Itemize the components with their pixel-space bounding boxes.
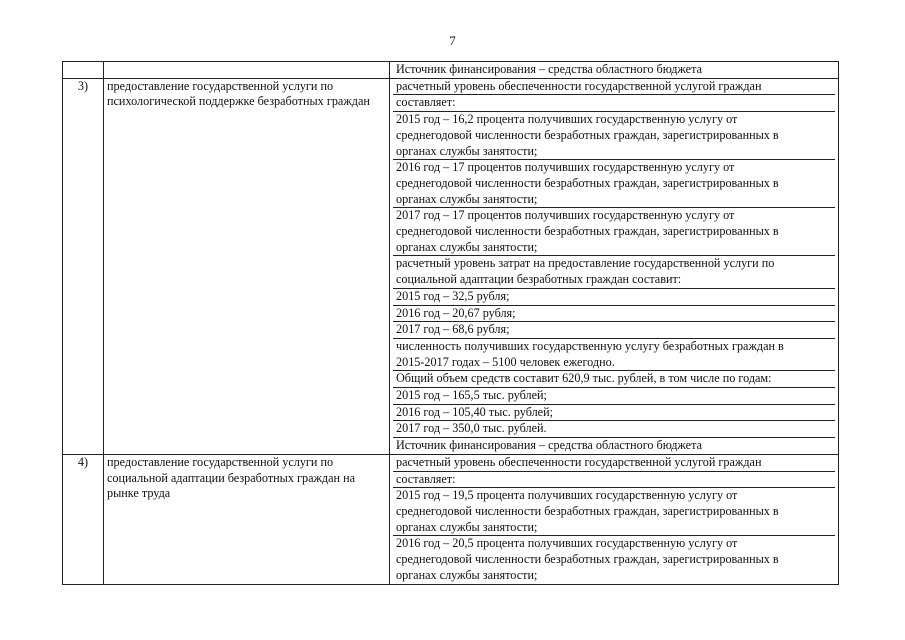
- content-line: среднегодовой численности безработных граждан, зарегистрированных в: [396, 175, 779, 190]
- content-line: составляет:: [393, 94, 835, 111]
- content-line: среднегодовой численности безработных граждан, зарегистрированных в: [396, 224, 779, 239]
- content-line: 2016 год – 105,40 тыс. рублей;: [393, 404, 835, 421]
- row-number: 3): [63, 78, 104, 454]
- content-line: среднегодовой численности безработных граждан, зарегистрированных в: [396, 127, 779, 142]
- content-line: Общий объем средств составит 620,9 тыс. рублей, в том числе по годам:: [393, 370, 835, 387]
- service-name: предоставление государственной услуги по психологической поддержке безработных граждан: [104, 78, 390, 454]
- content-line: Источник финансирования – средства областного бюджета: [393, 437, 835, 454]
- content-line: 2017 год – 68,6 рубля;: [393, 321, 835, 338]
- content-line: 2017 год – 17 процентов получивших государственную услугу от: [393, 207, 835, 224]
- content-line: 2015 год – 165,5 тыс. рублей;: [393, 387, 835, 404]
- content-line: 2017 год – 350,0 тыс. рублей.: [393, 420, 835, 437]
- content-line: 2016 год – 20,67 рубля;: [393, 305, 835, 322]
- content-cell: [390, 78, 839, 454]
- content-line: 2015 год – 32,5 рубля;: [393, 288, 835, 305]
- content-line: органах службы занятости;: [396, 143, 538, 158]
- table-row-4: [63, 454, 839, 584]
- content-line: 2016 год – 17 процентов получивших государственную услугу от: [393, 159, 835, 176]
- content-line: среднегодовой численности безработных граждан, зарегистрированных в: [396, 503, 779, 518]
- content-cell: [390, 62, 839, 79]
- content-line: составляет:: [393, 471, 835, 488]
- content-line: 2015 год – 16,2 процента получивших государственную услугу от: [393, 111, 835, 128]
- row-number: 4): [63, 454, 104, 584]
- service-name: предоставление государственной услуги по социальной адаптации безработных граждан на рынке труда: [104, 454, 390, 584]
- content-line: расчетный уровень затрат на предоставление государственной услуги по: [393, 255, 835, 272]
- table-row-3: [63, 78, 839, 454]
- content-line: расчетный уровень обеспеченности государственной услугой граждан: [396, 454, 762, 469]
- content-line: органах службы занятости;: [396, 519, 538, 534]
- service-name-cell: [104, 62, 390, 79]
- content-line: Источник финансирования – средства областного бюджета: [396, 62, 702, 76]
- content-line: 2015-2017 годах – 5100 человек ежегодно.: [396, 354, 615, 369]
- content-cell: [390, 454, 839, 584]
- content-line: органах службы занятости;: [396, 567, 538, 582]
- content-line: социальной адаптации безработных граждан составит:: [396, 272, 682, 287]
- content-line: 2015 год – 19,5 процента получивших государственную услугу от: [393, 487, 835, 504]
- content-line: органах службы занятости;: [396, 239, 538, 254]
- content-line: органах службы занятости;: [396, 191, 538, 206]
- table-row-header: [63, 62, 839, 79]
- content-line: расчетный уровень обеспеченности государственной услугой граждан: [396, 78, 762, 93]
- program-table: [62, 61, 839, 585]
- content-line: 2016 год – 20,5 процента получивших государственную услугу от: [393, 535, 835, 552]
- page-number: 7: [449, 33, 456, 48]
- number-cell: [63, 62, 104, 79]
- content-line: численность получивших государственную услугу безработных граждан в: [393, 338, 835, 355]
- content-line: среднегодовой численности безработных граждан, зарегистрированных в: [396, 552, 779, 567]
